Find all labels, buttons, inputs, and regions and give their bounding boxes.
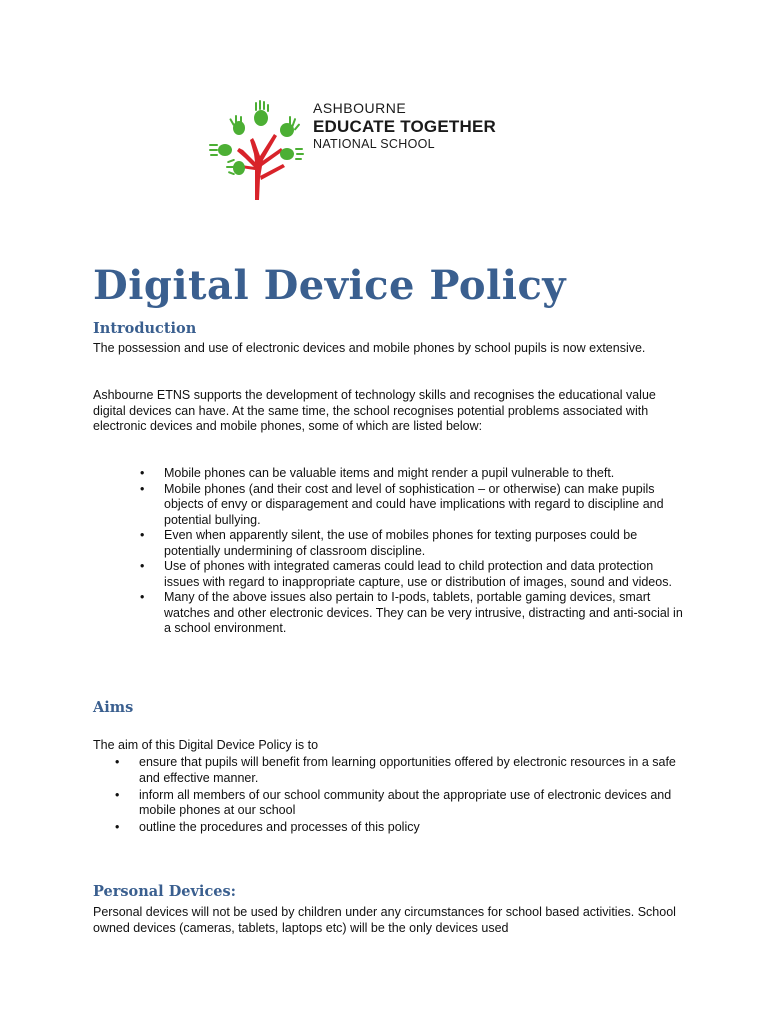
list-item-text: inform all members of our school community about the appropriate use of electronic devices and mobile phones at our school <box>139 787 672 817</box>
logo-text <box>313 100 496 152</box>
bullet-mark: • <box>140 466 145 480</box>
list-item <box>140 466 684 482</box>
list-item-text: outline the procedures and processes of this policy <box>139 820 420 834</box>
problems-list <box>140 466 684 637</box>
school-logo <box>203 98 523 204</box>
bullet-mark: • <box>140 590 145 604</box>
list-item <box>140 590 684 637</box>
list-item-text: Use of phones with integrated cameras could lead to child protection and data protection issues with regard to inappropriate capture, use or distribution of images, sound and videos. <box>164 559 672 589</box>
bullet-mark: • <box>115 820 120 834</box>
list-item <box>140 528 684 559</box>
introduction-heading: Introduction <box>93 320 197 337</box>
bullet-mark: • <box>140 559 145 573</box>
introduction-paragraph-1: The possession and use of electronic devices and mobile phones by school pupils is now extensive. <box>93 341 646 355</box>
list-item <box>115 820 679 836</box>
list-item-text: Even when apparently silent, the use of mobiles phones for texting purposes could be potentially undermining of classroom discipline. <box>164 528 638 558</box>
logo-line-national-school: NATIONAL SCHOOL <box>313 137 435 151</box>
aims-list <box>115 755 679 837</box>
aims-heading: Aims <box>93 699 134 716</box>
list-item <box>140 481 684 529</box>
personal-devices-paragraph: Personal devices will not be used by children under any circumstances for school based activities. School owned devices (cameras, tablets, laptops etc) will be the only devices used <box>93 905 676 935</box>
list-item <box>140 559 684 590</box>
bullet-mark: • <box>140 528 145 542</box>
bullet-mark: • <box>140 481 145 496</box>
personal-devices-heading: Personal Devices: <box>93 883 237 900</box>
bullet-mark: • <box>115 787 120 802</box>
logo-line-educate-together: EDUCATE TOGETHER <box>313 117 496 136</box>
list-item <box>115 755 679 786</box>
list-item <box>115 787 679 819</box>
document-title: Digital Device Policy <box>93 262 567 309</box>
list-item-text: ensure that pupils will benefit from learning opportunities offered by electronic resources in a safe and effective manner. <box>139 755 676 785</box>
introduction-paragraph-2: Ashbourne ETNS supports the development of technology skills and recognises the educational value digital devices can have. At the same time, the school recognises potential problems associated with electronic devices and mobile phones, some of which are listed below: <box>93 388 656 433</box>
tree-logo-icon <box>203 98 313 204</box>
logo-line-ashbourne: ASHBOURNE <box>313 100 407 116</box>
list-item-text: Mobile phones can be valuable items and might render a pupil vulnerable to theft. <box>164 466 615 480</box>
aims-intro: The aim of this Digital Device Policy is to <box>93 738 319 752</box>
list-item-text: Mobile phones (and their cost and level of sophistication – or otherwise) can make pupils objects of envy or disparagement and could have implications with regard to discipline and potential bullying. <box>164 481 664 527</box>
list-item-text: Many of the above issues also pertain to I-pods, tablets, portable gaming devices, smart watches and other electronic devices. They can be very intrusive, distracting and anti-social in a school environment. <box>164 590 683 635</box>
bullet-mark: • <box>115 755 120 769</box>
